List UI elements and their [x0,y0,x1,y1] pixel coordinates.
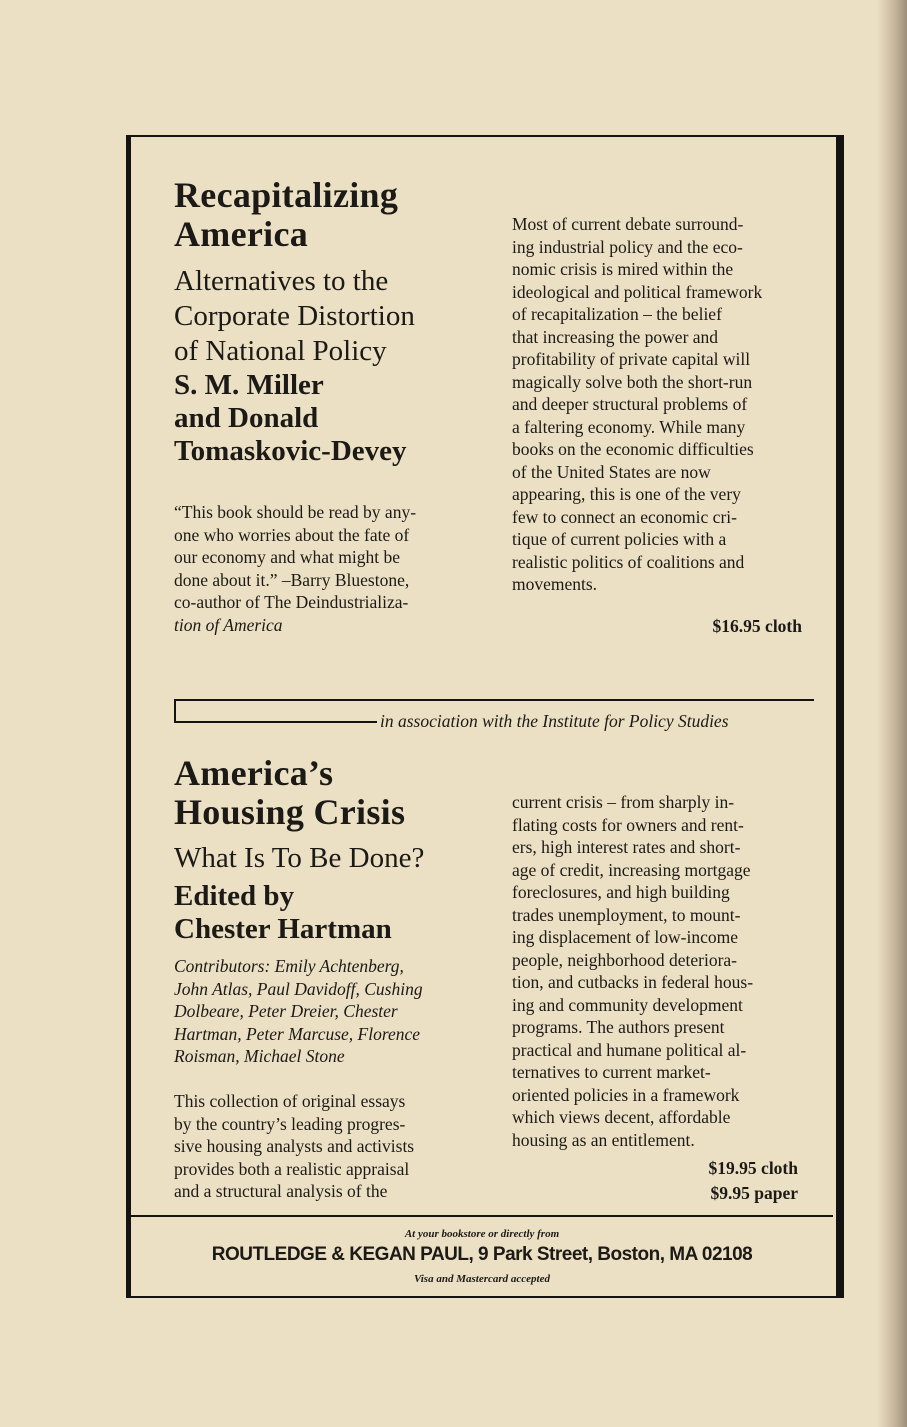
book2-intro-line: by the country’s leading progres- [174,1113,406,1134]
book2-description-line: housing as an entitlement. [512,1129,695,1150]
book2-intro [174,1090,414,1203]
book1-description-line: movements. [512,574,598,594]
book1-description-line: of the United States are now [512,461,711,482]
book2-editor-line: Edited by [174,880,295,912]
book2-description-line: current crisis – from sharply in- [512,792,735,812]
book2-description-line: ternatives to current market- [512,1062,711,1082]
book2-description-line: practical and humane political al- [512,1039,747,1060]
book1-subtitle-line: Corporate Distortion [174,300,415,332]
book2-contributors-line: Roisman, Michael Stone [174,1046,345,1066]
book2-description [512,791,753,1151]
book1-quote [174,501,416,636]
book1-description [512,213,762,596]
page-edge-shadow [877,0,907,1427]
book1-description-line: Most of current debate surround- [512,214,744,234]
book1-description-line: few to connect an economic cri- [512,506,737,527]
book2-description-line: tion, and cutbacks in federal hous- [512,972,754,992]
book1-description-line: books on the economic difficulties [512,439,754,459]
book1-subtitle-line: of National Policy [174,335,387,367]
book1-description-line: that increasing the power and [512,326,719,347]
book2-description-line: programs. The authors present [512,1017,725,1037]
book1-author-line: S. M. Miller [174,369,324,401]
book1-description-line: profitability of private capital will [512,349,751,369]
book2-description-line: ers, high interest rates and short- [512,837,741,857]
book2-description-line: flating costs for owners and rent- [512,814,744,835]
book2-intro-line: sive housing analysts and activists [174,1136,415,1156]
footer-divider [131,1215,833,1217]
book1-author-line: and Donald [174,402,319,434]
book2-contributors-line: Hartman, Peter Marcuse, Florence [174,1023,421,1044]
book1-price: $16.95 cloth [712,616,802,636]
book1-quote-line: co-author of The Deindustrializa- [174,592,409,612]
book1-quote-line: one who worries about the fate of [174,524,410,545]
book2-contributors-line: Contributors: Emily Achtenberg, [174,956,404,976]
book2-description-line: ing and community development [512,994,743,1015]
book1-title-line: America [174,214,309,254]
book1-description-line: appearing, this is one of the very [512,484,741,504]
book1-quote-line: tion of America [174,614,283,635]
book2-editor-line: Chester Hartman [174,913,392,945]
book2-description-line: trades unemployment, to mount- [512,904,741,925]
footer-payment: Visa and Mastercard accepted [414,1273,550,1285]
book1-description-line: of recapitalization – the belief [512,304,722,324]
book2-description-line: age of credit, increasing mortgage [512,859,751,880]
book1-title-line: Recapitalizing [174,175,399,215]
association-note: in association with the Institute for Policy Studies [380,711,729,731]
book2-contributors-line: John Atlas, Paul Davidoff, Cushing [174,978,423,999]
book1-author-line: Tomaskovic-Devey [174,435,407,467]
book2-description-line: ing displacement of low-income [512,927,738,947]
book1-quote-line: done about it.” –Barry Bluestone, [174,569,410,590]
section-divider [174,699,814,701]
book2-price-paper: $9.95 paper [710,1183,798,1203]
book1-title [174,176,398,254]
book1-description-line: and deeper structural problems of [512,394,748,414]
book2-editor [174,880,392,946]
book2-contributors-line: Dolbeare, Peter Dreier, Chester [174,1001,398,1021]
footer-availability: At your bookstore or directly from [404,1228,560,1240]
book2-description-line: which views decent, affordable [512,1107,731,1127]
book1-quote-line: “This book should be read by any- [174,502,417,522]
book1-authors [174,369,407,468]
footer-publisher: ROUTLEDGE & KEGAN PAUL, 9 Park Street, Boston, MA 02108 [211,1244,753,1265]
book2-price-cloth: $19.95 cloth [708,1158,798,1178]
book1-description-line: realistic politics of coalitions and [512,551,745,572]
book2-subtitle: What Is To Be Done? [174,842,425,874]
section-divider-underline [174,721,377,723]
book2-intro-line: and a structural analysis of the [174,1181,388,1201]
book1-description-line: ideological and political framework [512,281,763,302]
book1-subtitle-line: Alternatives to the [174,265,389,297]
book2-intro-line: provides both a realistic appraisal [174,1158,410,1179]
section-divider-tick [174,699,176,723]
book1-description-line: magically solve both the short-run [512,371,753,392]
book2-title [174,754,405,832]
book2-title-line: America’s [174,753,334,793]
book1-description-line: ing industrial policy and the eco- [512,236,743,257]
book2-contributors [174,955,423,1068]
book1-description-line: tique of current policies with a [512,529,727,549]
book2-description-line: people, neighborhood deteriora- [512,949,737,970]
book2-intro-line: This collection of original essays [174,1091,406,1111]
book1-description-line: a faltering economy. While many [512,416,746,437]
book1-quote-line: our economy and what might be [174,547,400,567]
book2-description-line: foreclosures, and high building [512,882,730,902]
book2-title-line: Housing Crisis [174,792,406,832]
book1-description-line: nomic crisis is mired within the [512,259,734,279]
book1-subtitle [174,264,415,369]
book2-description-line: oriented policies in a framework [512,1084,740,1105]
